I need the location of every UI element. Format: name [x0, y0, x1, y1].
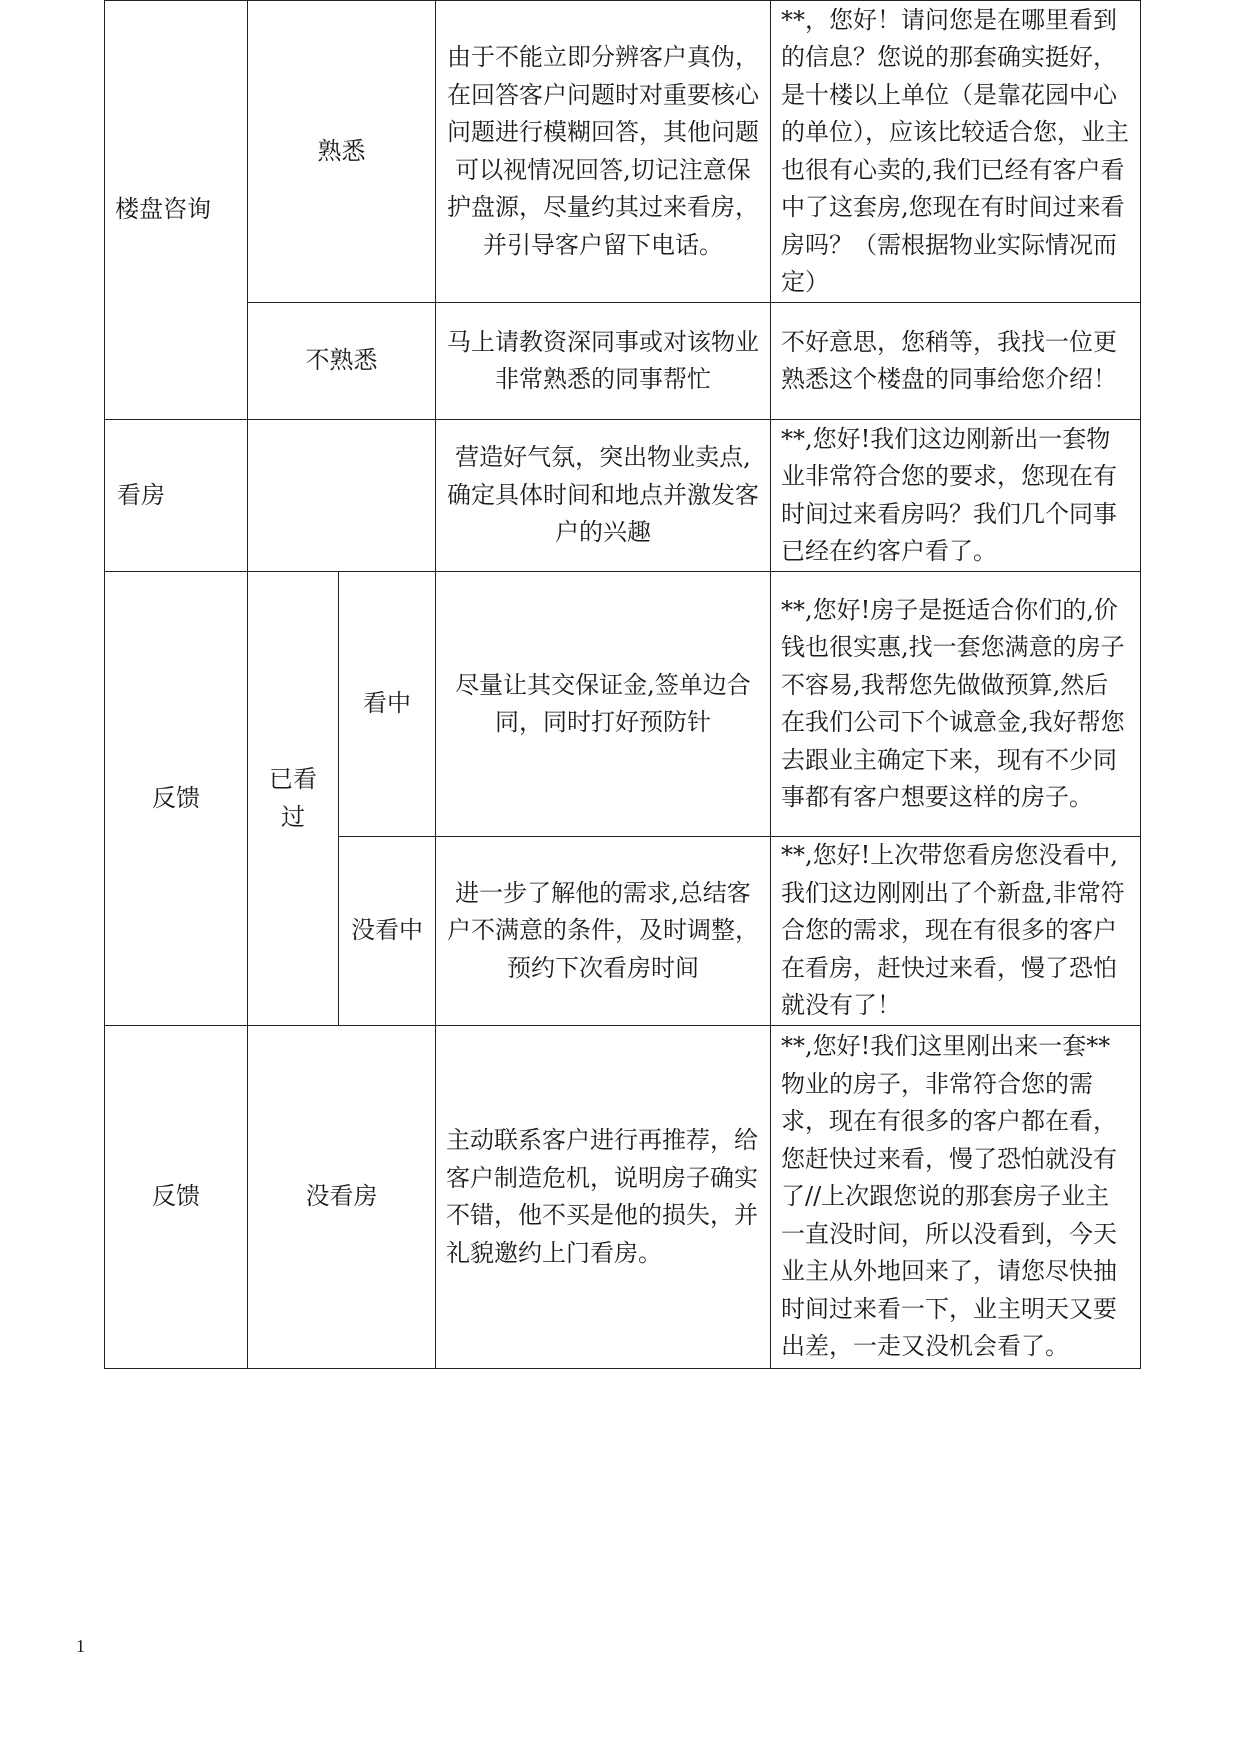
strategy-liked: 尽量让其交保证金,签单边合同，同时打好预防针: [436, 572, 771, 837]
strategy-not-viewed: 主动联系客户进行再推荐，给客户制造危机，说明房子确实不错，他不买是他的损失，并礼貌邀约上门看房。: [436, 1026, 771, 1369]
situation-disliked: 没看中: [339, 837, 436, 1026]
strategy-familiar: 由于不能立即分辨客户真伪，在回答客户问题时对重要核心问题进行模糊回答，其他问题可以视情况回答,切记注意保护盘源，尽量约其过来看房，并引导客户留下电话。: [436, 1, 771, 303]
category-viewing: 看房: [105, 420, 248, 572]
table-row-viewing: [105, 420, 1141, 572]
strategy-viewing: 营造好气氛，突出物业卖点,确定具体时间和地点并激发客户的兴趣: [436, 420, 771, 572]
strategy-unfamiliar: 马上请教资深同事或对该物业非常熟悉的同事帮忙: [436, 303, 771, 420]
table-row-feedback-liked: [105, 572, 1141, 837]
situation-viewed: 已看过: [248, 572, 339, 1026]
situation-liked: 看中: [339, 572, 436, 837]
script-not-viewed: **,您好!我们这里刚出来一套**物业的房子，非常符合您的需求，现在有很多的客户都在看，您赶快过来看，慢了恐怕就没有了//上次跟您说的那套房子业主一直没时间，所以没看到，今天业主从外地回来了，请您尽快抽时间过来看一下，业主明天又要出差，一走又没机会看了。: [771, 1026, 1141, 1369]
category-inquiry: 楼盘咨询: [105, 1, 248, 420]
situation-viewing-empty: [248, 420, 436, 572]
script-liked: **,您好!房子是挺适合你们的,价钱也很实惠,找一套您满意的房子不容易,我帮您先做做预算,然后在我们公司下个诚意金,我好帮您去跟业主确定下来，现有不少同事都有客户想要这样的房子。: [771, 572, 1141, 837]
situation-not-viewed: 没看房: [248, 1026, 436, 1369]
strategy-disliked: 进一步了解他的需求,总结客户不满意的条件，及时调整，预约下次看房时间: [436, 837, 771, 1026]
script-viewing: **,您好!我们这边刚新出一套物业非常符合您的要求，您现在有时间过来看房吗？我们几个同事已经在约客户看了。: [771, 420, 1141, 572]
situation-familiar: 熟悉: [248, 1, 436, 303]
table-row-inquiry-unfamiliar: [105, 303, 1141, 420]
script-disliked: **,您好!上次带您看房您没看中,我们这边刚刚出了个新盘,非常符合您的需求，现在有很多的客户在看房，赶快过来看，慢了恐怕就没有了！: [771, 837, 1141, 1026]
page-number: 1: [76, 1636, 85, 1656]
situation-unfamiliar: 不熟悉: [248, 303, 436, 420]
script-unfamiliar: 不好意思，您稍等，我找一位更熟悉这个楼盘的同事给您介绍！: [771, 303, 1141, 420]
category-feedback-not-viewed: 反馈: [105, 1026, 248, 1369]
category-feedback-viewed: 反馈: [105, 572, 248, 1026]
script-familiar: **，您好！请问您是在哪里看到的信息？您说的那套确实挺好，是十楼以上单位（是靠花园中心的单位），应该比较适合您，业主也很有心卖的,我们已经有客户看中了这套房,您现在有时间过来看房吗？（需根据物业实际情况而定）: [771, 1, 1141, 303]
table-row-inquiry-familiar: [105, 1, 1141, 303]
sales-script-table: [104, 0, 1141, 1369]
table-row-feedback-not-viewed: [105, 1026, 1141, 1369]
